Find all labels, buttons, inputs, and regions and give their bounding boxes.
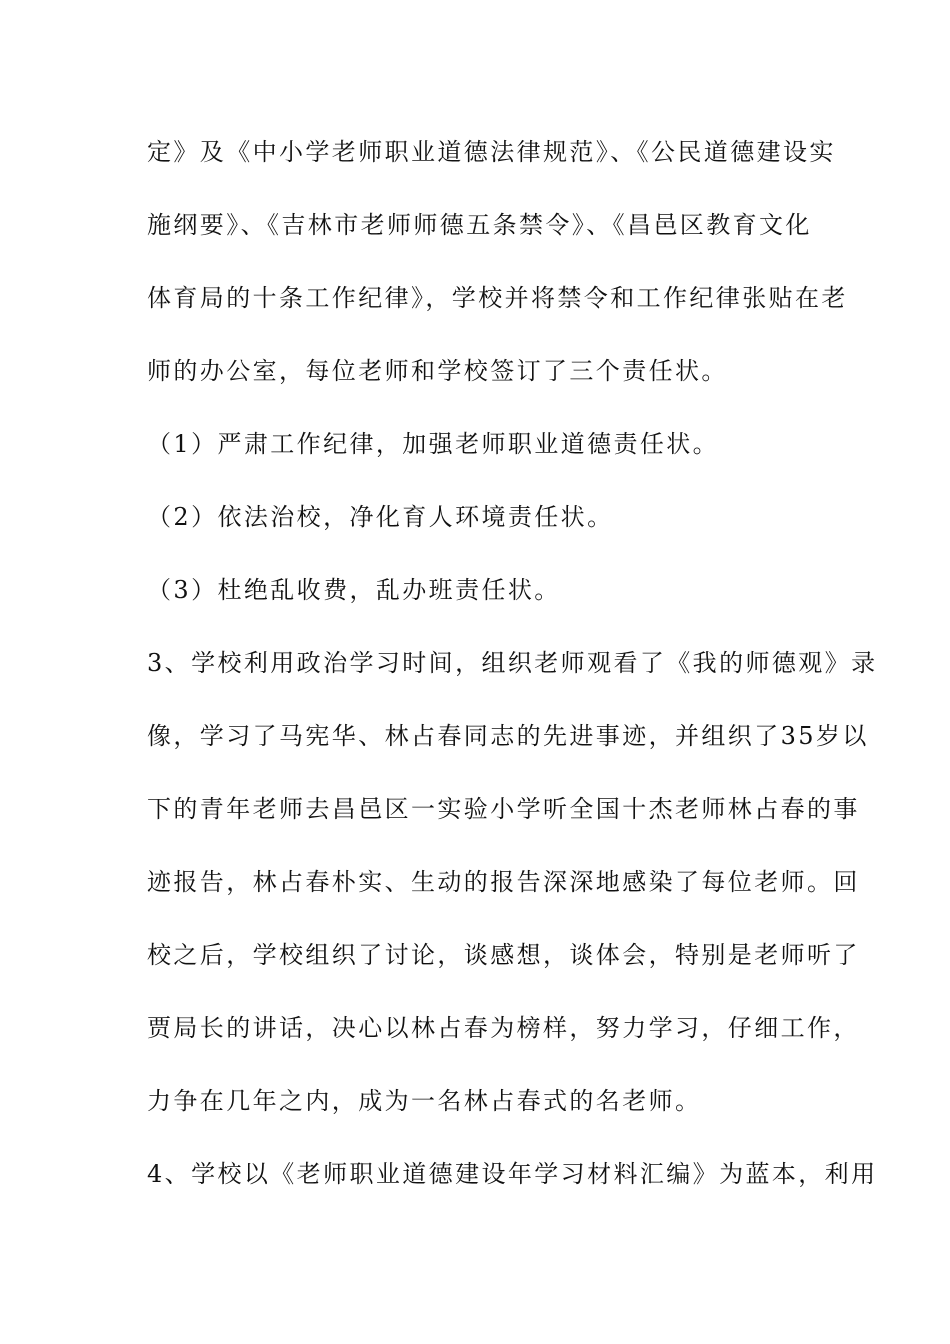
paragraph-line: 下的青年老师去昌邑区一实验小学听全国十杰老师林占春的事 [147,795,860,823]
paragraph-line: 力争在几年之内，成为一名林占春式的名老师。 [147,1087,702,1115]
paragraph-line: 3、学校利用政治学习时间，组织老师观看了《我的师德观》录 [147,649,878,677]
paragraph-line: 体育局的十条工作纪律》，学校并将禁令和工作纪律张贴在老 [147,284,848,312]
list-item: （2）依法治校，净化育人环境责任状。 [147,503,614,531]
paragraph-line: 师的办公室，每位老师和学校签订了三个责任状。 [147,357,728,385]
paragraph-line: 定》及《中小学老师职业道德法律规范》、《公民道德建设实 [147,138,836,166]
paragraph-line: 校之后，学校组织了讨论，谈感想，谈体会，特别是老师听了 [147,941,860,969]
paragraph-line: 像，学习了马宪华、林占春同志的先进事迹，并组织了35岁以 [147,722,869,750]
paragraph-line: 4、学校以《老师职业道德建设年学习材料汇编》为蓝本，利用 [147,1160,878,1188]
paragraph-line: 迹报告，林占春朴实、生动的报告深深地感染了每位老师。回 [147,868,860,896]
paragraph-line: 贾局长的讲话，决心以林占春为榜样，努力学习，仔细工作， [147,1014,860,1042]
list-item: （1）严肃工作纪律，加强老师职业道德责任状。 [147,430,720,458]
list-item: （3）杜绝乱收费，乱办班责任状。 [147,576,561,604]
paragraph-line: 施纲要》、《吉林市老师师德五条禁令》、《昌邑区教育文化 [147,211,812,239]
